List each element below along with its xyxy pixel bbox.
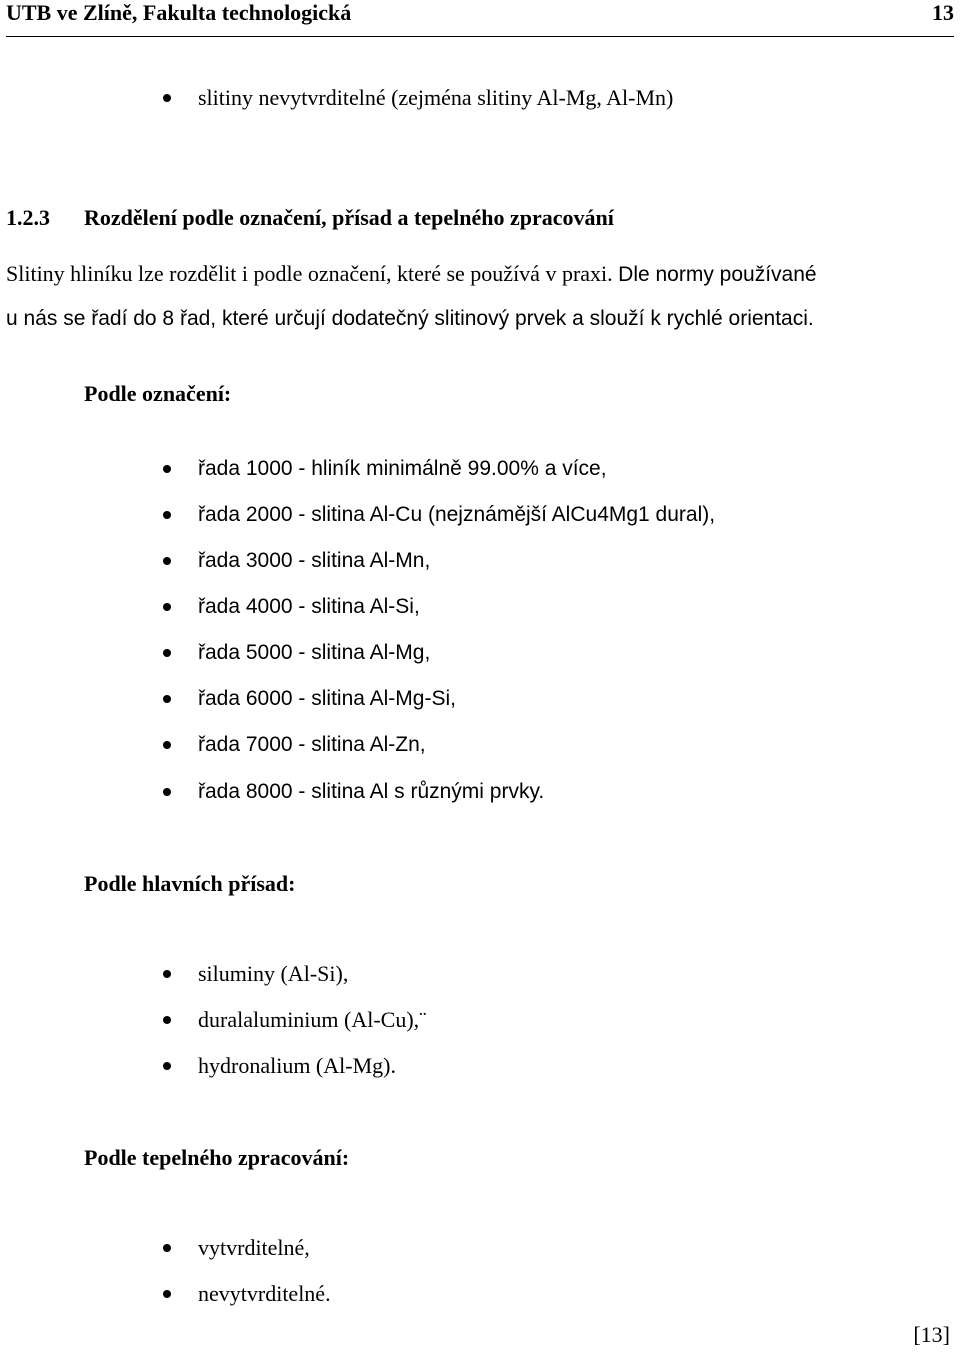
intro-line-1 [6,261,954,288]
bullet-icon [163,1244,171,1252]
list-item: duralaluminium (Al-Cu),¨ [198,1007,427,1032]
list-item: řada 7000 - slitina Al-Zn, [198,733,426,756]
bullet-icon [163,603,171,611]
bullet-icon [163,94,171,102]
list-item: vytvrditelné, [198,1235,310,1260]
bullet-icon [163,465,171,473]
list-item: řada 8000 - slitina Al s různými prvky. [198,780,545,803]
bullet-icon [163,557,171,565]
list-item: řada 5000 - slitina Al-Mg, [198,641,431,664]
list-item: řada 2000 - slitina Al-Cu (nejznámější AlCu4Mg1 dural), [198,503,716,526]
section-title: Rozdělení podle označení, přísad a tepelného zpracování [84,205,614,230]
bullet-icon [163,511,171,519]
list-item: slitiny nevytvrditelné (zejména slitiny Al-Mg, Al-Mn) [198,85,674,110]
heat-treatment-heading: Podle tepelného zpracování: [84,1145,350,1170]
section-number: 1.2.3 [6,205,50,230]
header-page-number: 13 [932,0,954,25]
list-item: siluminy (Al-Si), [198,961,349,986]
bullet-icon [163,741,171,749]
page-header [6,0,954,37]
bullet-icon [163,788,171,796]
intro-line-1-b: Dle normy používané [618,263,817,286]
list-item: hydronalium (Al-Mg). [198,1053,396,1078]
header-title: UTB ve Zlíně, Fakulta technologická [6,0,352,25]
designation-heading: Podle označení: [84,381,232,406]
bullet-icon [163,1062,171,1070]
list-item: řada 6000 - slitina Al-Mg-Si, [198,687,456,710]
bullet-icon [163,970,171,978]
bullet-icon [163,649,171,657]
bullet-icon [163,1016,171,1024]
intro-line-2: u nás se řadí do 8 řad, které určují dodatečný slitinový prvek a slouží k rychlé orientaci. [6,307,814,330]
intro-line-1-a: Slitiny hliníku lze rozdělit i podle označení, které se používá v praxi. [6,261,613,286]
citation-reference: [13] [913,1322,950,1347]
additives-heading: Podle hlavních přísad: [84,871,296,896]
bullet-icon [163,695,171,703]
list-item: nevytvrditelné. [198,1281,331,1306]
list-item: řada 4000 - slitina Al-Si, [198,595,420,618]
bullet-icon [163,1290,171,1298]
list-item: řada 3000 - slitina Al-Mn, [198,549,431,572]
list-item: řada 1000 - hliník minimálně 99.00% a více, [198,457,607,480]
